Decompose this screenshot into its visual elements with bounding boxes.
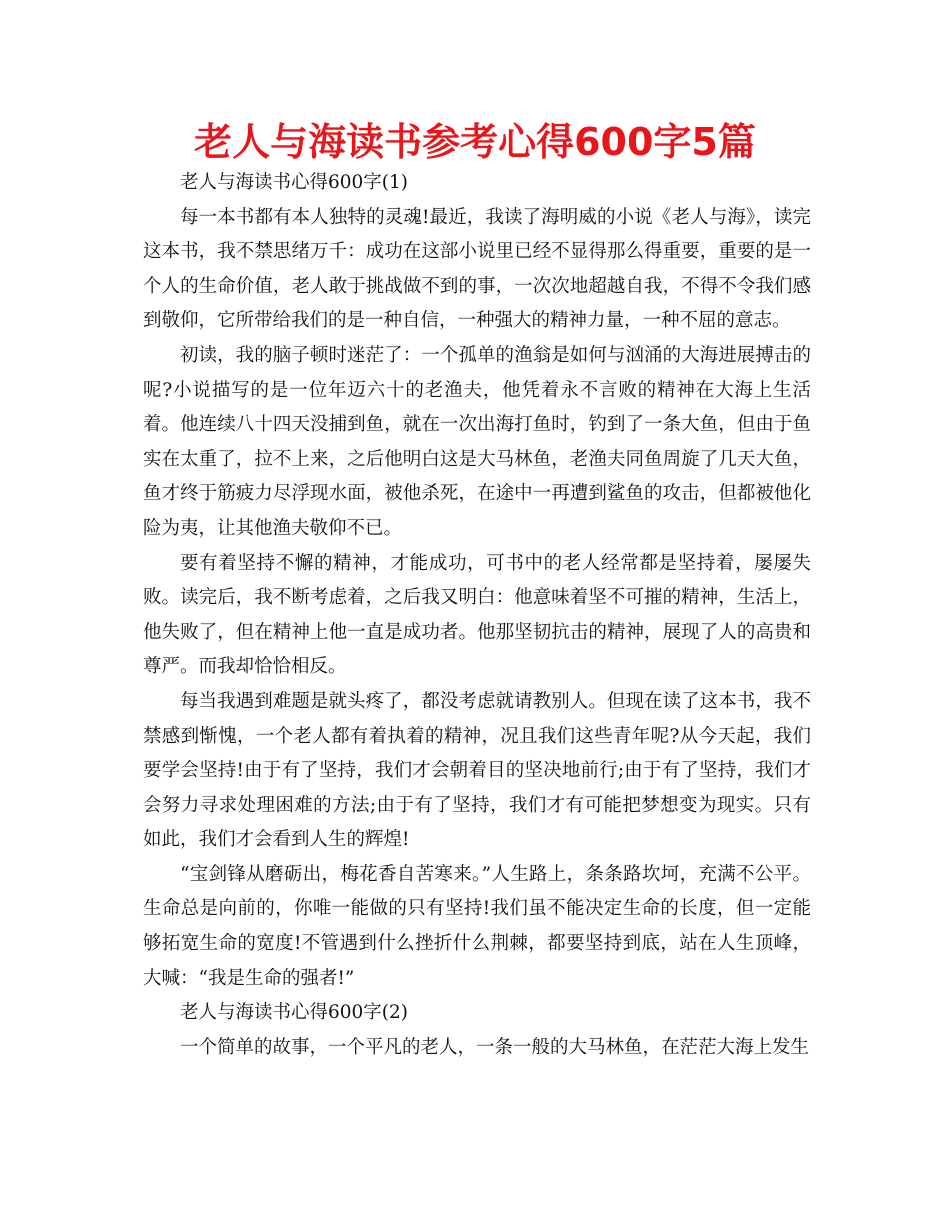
paragraph: 要有着坚持不懈的精神，才能成功，可书中的老人经常都是坚持着，屡屡失败。读完后，我不断考虑着，之后我又明白：他意味着坚不可摧的精神，生活上，他失败了，但在精神上他一直是成功者。他那坚韧抗击的精神，展现了人的高贵和尊严。而我却恰恰相反。 bbox=[143, 552, 811, 678]
section-heading-1: 老人与海读书心得600字(1) bbox=[180, 172, 409, 193]
section-heading-2: 老人与海读书心得600字(2) bbox=[180, 1002, 409, 1024]
paragraph: 一个简单的故事，一个平凡的老人，一条一般的大马林鱼，在茫茫大海上发生 bbox=[180, 1036, 810, 1058]
paragraph: 每一本书都有本人独特的灵魂!最近，我读了海明威的小说《老人与海》，读完这本书，我不禁思绪万千：成功在这部小说里已经不显得那么得重要，重要的是一个人的生命价值，老人敢于挑战做不到的事，一次次地超越自我，不得不令我们感到敬仰，它所带给我们的是一种自信，一种强大的精神力量，一种不屈的意志。 bbox=[143, 206, 811, 332]
paragraph: “宝剑锋从磨砺出，梅花香自苦寒来。”人生路上，条条路坎坷，充满不公平。生命总是向前的，你唯一能做的只有坚持!我们虽不能决定生命的长度，但一定能够拓宽生命的宽度!不管遇到什么挫折什么荆棘，都要坚持到底，站在人生顶峰，大喊：“我是生命的强者!” bbox=[143, 863, 811, 989]
document-body bbox=[143, 166, 811, 1065]
paragraph: 每当我遇到难题是就头疼了，都没考虑就请教别人。但现在读了这本书，我不禁感到惭愧，一个老人都有着执着的精神，况且我们这些青年呢?从今天起，我们要学会坚持!由于有了坚持，我们才会朝着目的坚决地前行;由于有了坚持，我们才会努力寻求处理困难的方法;由于有了坚持，我们才有可能把梦想变为现实。只有如此，我们才会看到人生的辉煌! bbox=[143, 690, 811, 851]
document-title: 老人与海读书参考心得600字5篇 bbox=[194, 120, 756, 164]
paragraph: 初读，我的脑子顿时迷茫了：一个孤单的渔翁是如何与汹涌的大海进展搏击的呢?小说描写的是一位年迈六十的老渔夫，他凭着永不言败的精神在大海上生活着。他连续八十四天没捕到鱼，就在一次出海打鱼时，钓到了一条大鱼，但由于鱼实在太重了，拉不上来，之后他明白这是大马林鱼，老渔夫同鱼周旋了几天大鱼，鱼才终于筋疲力尽浮现水面，被他杀死，在途中一再遭到鲨鱼的攻击，但都被他化险为夷，让其他渔夫敬仰不已。 bbox=[143, 344, 811, 539]
